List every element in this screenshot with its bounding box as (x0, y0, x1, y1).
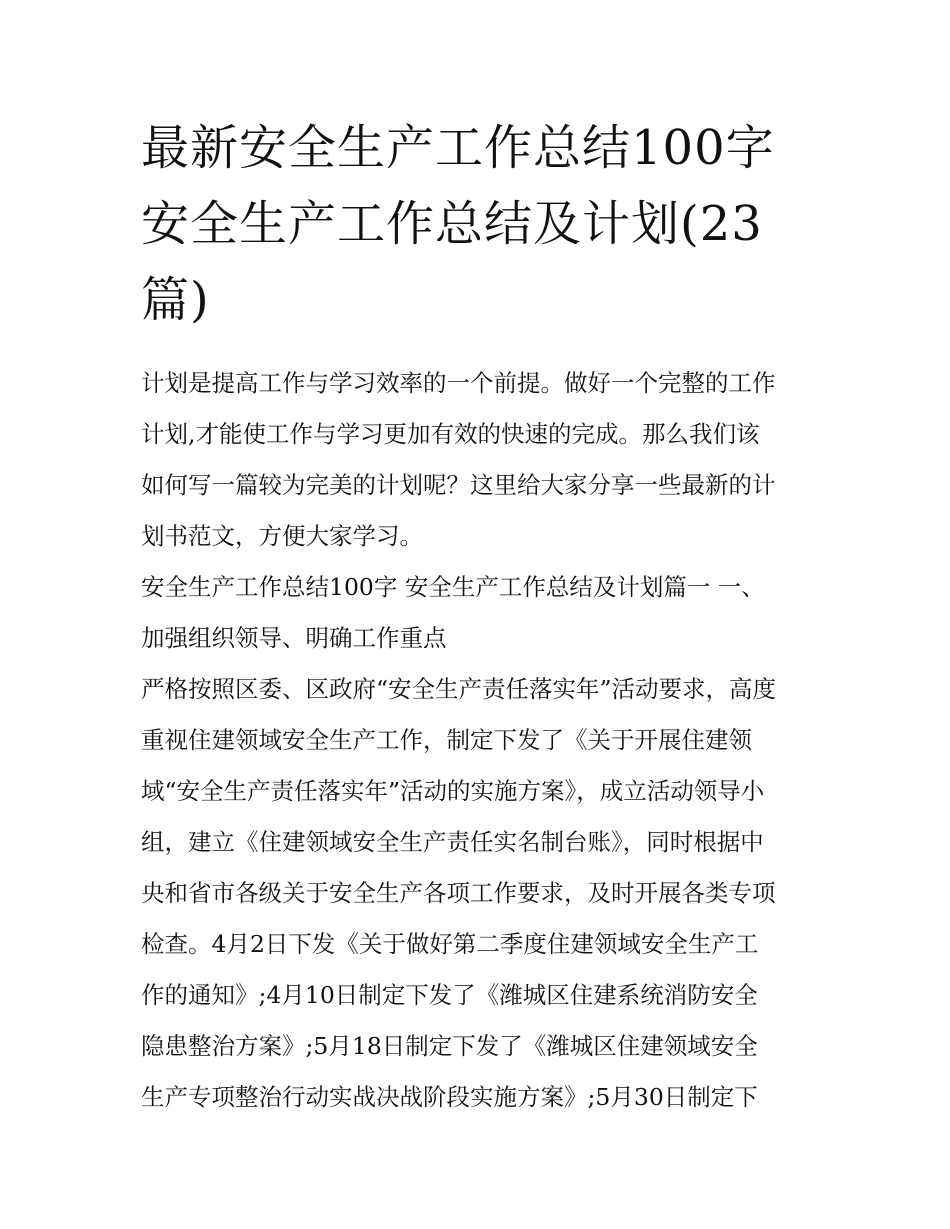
body-line: 重视住建领域安全生产工作，制定下发了《关于开展住建领 (141, 726, 752, 754)
section-heading-line: 安全生产工作总结100字 安全生产工作总结及计划篇一 一、 (141, 573, 765, 601)
section-heading-line: 加强组织领导、明确工作重点 (141, 624, 447, 652)
body-line: 计划是提高工作与学习效率的一个前提。做好一个完整的工作 (141, 369, 776, 397)
body-line: 央和省市各级关于安全生产各项工作要求，及时开展各类专项 (141, 879, 776, 907)
body-line: 组，建立《住建领域安全生产责任实名制台账》，同时根据中 (141, 828, 764, 856)
body-line: 生产专项整治行动实战决战阶段实施方案》;5月30日制定下 (141, 1083, 758, 1111)
body-line: 检查。4月2日下发《关于做好第二季度住建领域安全生产工 (141, 930, 759, 958)
body-line: 严格按照区委、区政府“安全生产责任落实年”活动要求，高度 (141, 675, 777, 703)
document-body (141, 358, 821, 1123)
body-line: 划书范文，方便大家学习。 (141, 522, 423, 550)
body-line: 隐患整治方案》;5月18日制定下发了《潍城区住建领域安全 (141, 1032, 758, 1060)
body-line: 域“安全生产责任落实年”活动的实施方案》，成立活动领导小 (141, 777, 765, 805)
title-line: 安全生产工作总结及计划(23 (141, 196, 763, 252)
document-page (141, 110, 821, 1123)
body-line: 作的通知》;4月10日制定下发了《潍城区住建系统消防安全 (141, 981, 758, 1009)
title-line: 最新安全生产工作总结100字 (141, 120, 775, 176)
body-line: 计划,才能使工作与学习更加有效的快速的完成。那么我们该 (141, 420, 760, 448)
document-title (141, 110, 821, 338)
body-line: 如何写一篇较为完美的计划呢？这里给大家分享一些最新的计 (141, 471, 776, 499)
title-line: 篇) (141, 272, 210, 328)
